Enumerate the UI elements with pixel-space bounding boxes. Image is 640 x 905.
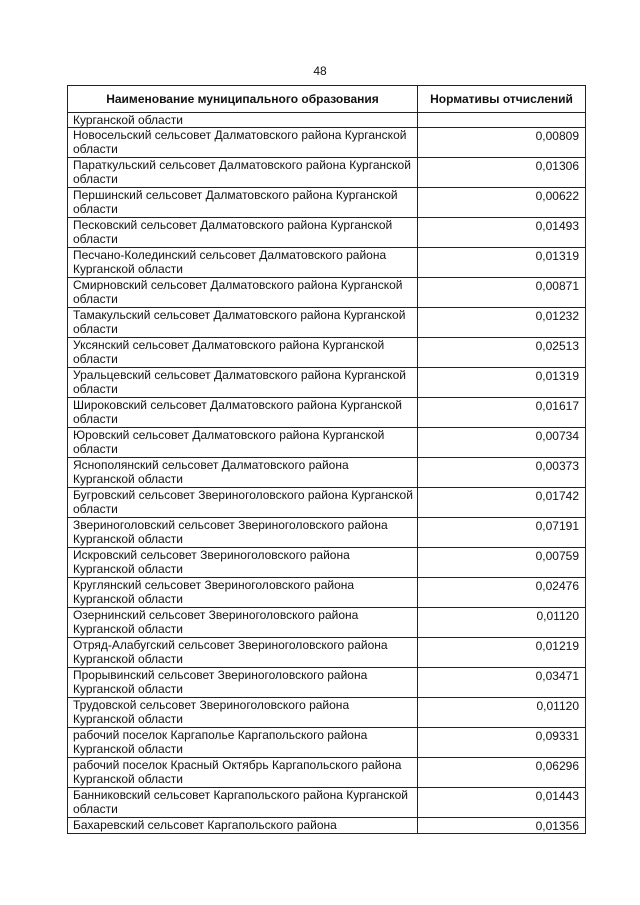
municipality-name: Озернинский сельсовет Звериноголовского района Курганской области — [68, 608, 418, 638]
norm-value: 0,01742 — [418, 488, 586, 518]
table-row — [68, 158, 586, 188]
table-row — [68, 308, 586, 338]
norm-value — [418, 113, 586, 128]
table-row — [68, 818, 586, 834]
municipality-name: рабочий поселок Красный Октябрь Каргапольского района Курганской области — [68, 758, 418, 788]
table-row — [68, 113, 586, 128]
municipality-name: Трудовской сельсовет Звериноголовского района Курганской области — [68, 698, 418, 728]
municipality-name: Уральцевский сельсовет Далматовского района Курганской области — [68, 368, 418, 398]
municipality-name: Песчано-Колединский сельсовет Далматовского района Курганской области — [68, 248, 418, 278]
table-row — [68, 368, 586, 398]
municipality-name: Уксянский сельсовет Далматовского района Курганской области — [68, 338, 418, 368]
norm-value: 0,01617 — [418, 398, 586, 428]
norm-value: 0,00759 — [418, 548, 586, 578]
table-row — [68, 398, 586, 428]
table-row — [68, 548, 586, 578]
deduction-norms-table — [67, 85, 586, 834]
municipality-name: Круглянский сельсовет Звериноголовского района Курганской области — [68, 578, 418, 608]
municipality-name: Смирновский сельсовет Далматовского района Курганской области — [68, 278, 418, 308]
municipality-name: Искровский сельсовет Звериноголовского района Курганской области — [68, 548, 418, 578]
norm-value: 0,02513 — [418, 338, 586, 368]
table-row — [68, 278, 586, 308]
municipality-name: Банниковский сельсовет Каргапольского района Курганской области — [68, 788, 418, 818]
norm-value: 0,00373 — [418, 458, 586, 488]
municipality-name: Отряд-Алабугский сельсовет Звериноголовского района Курганской области — [68, 638, 418, 668]
municipality-name: Бахаревский сельсовет Каргапольского района — [68, 818, 418, 834]
table-row — [68, 608, 586, 638]
page-number: 48 — [313, 64, 327, 78]
municipality-name: рабочий поселок Каргаполье Каргапольского района Курганской области — [68, 728, 418, 758]
table-row — [68, 698, 586, 728]
norm-value: 0,01306 — [418, 158, 586, 188]
norm-value: 0,07191 — [418, 518, 586, 548]
table-row — [68, 638, 586, 668]
table-row — [68, 788, 586, 818]
table-row — [68, 578, 586, 608]
table-header-row — [68, 86, 586, 113]
table-row — [68, 218, 586, 248]
norm-value: 0,01120 — [418, 698, 586, 728]
municipality-name: Широковский сельсовет Далматовского района Курганской области — [68, 398, 418, 428]
norm-value: 0,09331 — [418, 728, 586, 758]
municipality-name: Тамакульский сельсовет Далматовского района Курганской области — [68, 308, 418, 338]
norm-value: 0,06296 — [418, 758, 586, 788]
table-row — [68, 128, 586, 158]
norm-value: 0,00734 — [418, 428, 586, 458]
municipality-name: Параткульский сельсовет Далматовского района Курганской области — [68, 158, 418, 188]
municipality-name: Першинский сельсовет Далматовского района Курганской области — [68, 188, 418, 218]
norm-value: 0,01356 — [418, 818, 586, 834]
norm-value: 0,01319 — [418, 248, 586, 278]
norm-value: 0,01319 — [418, 368, 586, 398]
municipality-name: Песковский сельсовет Далматовского района Курганской области — [68, 218, 418, 248]
table-row — [68, 668, 586, 698]
norm-value: 0,00622 — [418, 188, 586, 218]
municipality-name: Яснополянский сельсовет Далматовского района Курганской области — [68, 458, 418, 488]
municipality-name: Бугровский сельсовет Звериноголовского района Курганской области — [68, 488, 418, 518]
norm-value: 0,01232 — [418, 308, 586, 338]
norm-value: 0,01443 — [418, 788, 586, 818]
municipality-name: Курганской области — [68, 113, 418, 128]
municipality-name: Звериноголовский сельсовет Звериноголовского района Курганской области — [68, 518, 418, 548]
table-row — [68, 188, 586, 218]
norm-value: 0,00871 — [418, 278, 586, 308]
table-row — [68, 248, 586, 278]
table-row — [68, 488, 586, 518]
norm-value: 0,01120 — [418, 608, 586, 638]
municipality-name: Новосельский сельсовет Далматовского района Курганской области — [68, 128, 418, 158]
norm-value: 0,01493 — [418, 218, 586, 248]
table-row — [68, 458, 586, 488]
municipality-name: Юровский сельсовет Далматовского района Курганской области — [68, 428, 418, 458]
column-header-norms: Нормативы отчислений — [418, 86, 586, 113]
table-row — [68, 728, 586, 758]
column-header-municipality: Наименование муниципального образования — [68, 86, 418, 113]
municipality-name: Прорывинский сельсовет Звериноголовского района Курганской области — [68, 668, 418, 698]
norm-value: 0,00809 — [418, 128, 586, 158]
table-row — [68, 518, 586, 548]
table-row — [68, 758, 586, 788]
table-row — [68, 428, 586, 458]
norm-value: 0,03471 — [418, 668, 586, 698]
norm-value: 0,01219 — [418, 638, 586, 668]
norm-value: 0,02476 — [418, 578, 586, 608]
table-row — [68, 338, 586, 368]
